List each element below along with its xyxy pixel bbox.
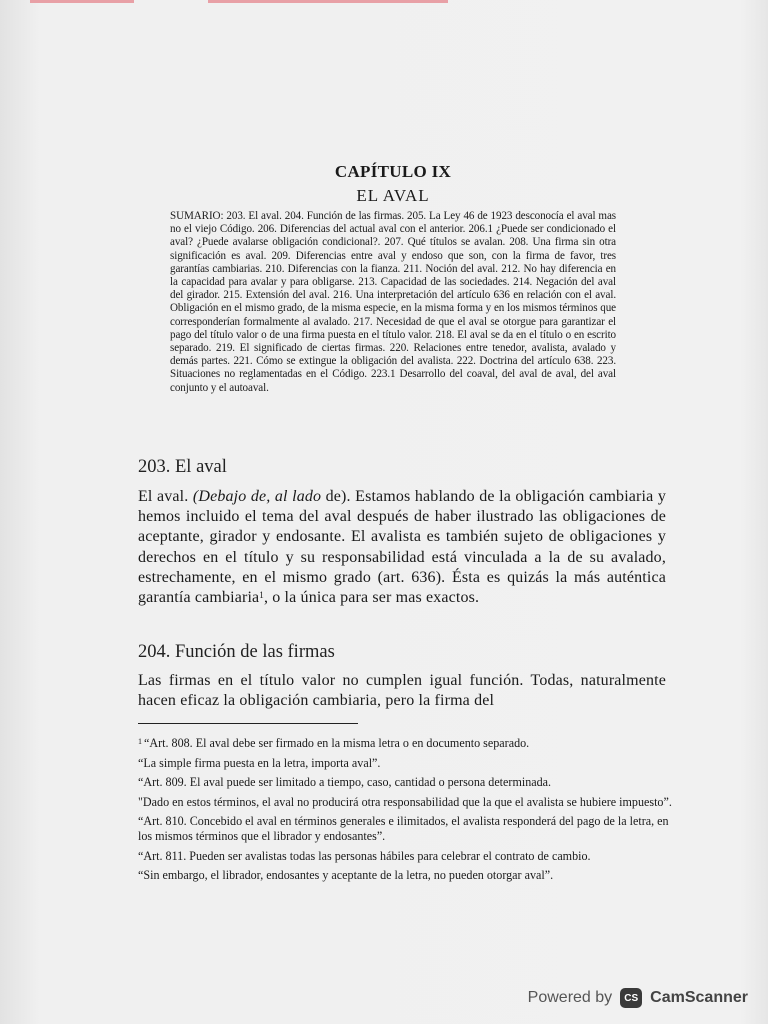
camscanner-watermark <box>528 986 748 1010</box>
chapter-title: CAPÍTULO IX <box>334 162 452 181</box>
chapter-subtitle: EL AVAL <box>356 186 430 205</box>
paragraph-end: , o la única para ser mas exactos. <box>263 589 480 607</box>
section-heading-204: 204. Función de las firmas <box>138 642 335 662</box>
chapter-summary: SUMARIO: 203. El aval. 204. Función de las firmas. 205. La Ley 46 de 1923 desconocía el aval mas no el viejo Código. 206. Diferencias del actual aval con el anterior. 206.1 ¿Puede ser condicionado el aval? ¿Puede avalarse obligación condicional?. 207. Qué títulos se avalan. 208. Una firma sin otra significación es aval. 209. Diferencias entre aval y endoso que son, con la firma de favor, tres garantías cambiarias. 210. Diferencias con la fianza. 211. Noción del aval. 212. No hay diferencia en la capacidad para avalar y para obligarse. 213. Capacidad de las sociedades. 214. Negación del aval del girador. 215. Extensión del aval. 216. Una interpretación del artículo 636 en relación con el aval. Obligación en el mismo grado, de la misma especie, en la misma forma y en los mismos términos que corresponderían formalmente al avalado. 217. Necesidad de que el aval se otorgue para garantizar el pago del título valor o de una firma puesta en el título valor. 218. El aval se da en el título o en escrito separado. 219. El significado de ciertas firmas. 220. Relaciones entre tenedor, avalista, avalado y demás partes. 221. Cómo se extingue la obligación del avalista. 222. Doctrina del artículo 638. 223. Situaciones no reglamentadas en el Código. 223.1 Desarrollo del coaval, del aval de aval, del aval conjunto y el autoaval. <box>170 210 616 394</box>
footnotes <box>138 735 678 888</box>
footnote-line: “Art. 810. Concebido el aval en términos generales e ilimitados, el avalista responderá del pago de la letra, en los mismos términos que el librador y endosantes”. <box>138 814 669 843</box>
footnote-line: "Dado en estos términos, el aval no producirá otra responsabilidad que la que el avalista se hubiere impuesto”. <box>138 794 672 809</box>
camscanner-logo-icon: CS <box>620 988 642 1008</box>
watermark-powered-by: Powered by <box>527 989 613 1006</box>
paragraph-italic: (Debajo de, al lado <box>192 488 322 505</box>
paragraph-body: de). Estamos hablando de la obligación cambiaria y hemos incluido el tema del aval después de haber ilustrado las obligaciones de aceptante, girador y endosante. El avalista es también sujeto de obligaciones y derechos en el título y su responsabilidad está vinculada a la de su avalado, estrechamente, en el mismo grado (art. 636). Ésta es quizás la más auténtica garantía cambiaria <box>138 488 666 607</box>
paragraph-lead: El aval. <box>138 488 193 505</box>
footnote-line: “Art. 811. Pueden ser avalistas todas las personas hábiles para celebrar el contrato de cambio. <box>138 848 591 863</box>
footnote-line: “La simple firma puesta en la letra, importa aval”. <box>138 755 381 770</box>
footnote-reference[interactable]: 1 <box>259 590 264 601</box>
footnote-line: “Art. 809. El aval puede ser limitado a tiempo, caso, cantidad o persona determinada. <box>138 775 552 790</box>
section-204-paragraph: Las firmas en el título valor no cumplen igual función. Todas, naturalmente hacen eficaz la obligación cambiaria, pero la firma del <box>138 672 666 710</box>
footnote-line: “Sin embargo, el librador, endosantes y aceptante de la letra, no pueden otorgar aval”. <box>138 868 554 883</box>
footnote-marker: 1 <box>138 737 142 746</box>
section-203-paragraph <box>138 487 666 608</box>
section-heading-203: 203. El aval <box>138 457 227 477</box>
footnote-separator <box>138 723 358 724</box>
footnote-line: $^1$ “Art. 808. El aval debe ser firmado en la misma letra o en documento separado. <box>138 736 530 750</box>
watermark-brand: CamScanner <box>650 989 748 1006</box>
